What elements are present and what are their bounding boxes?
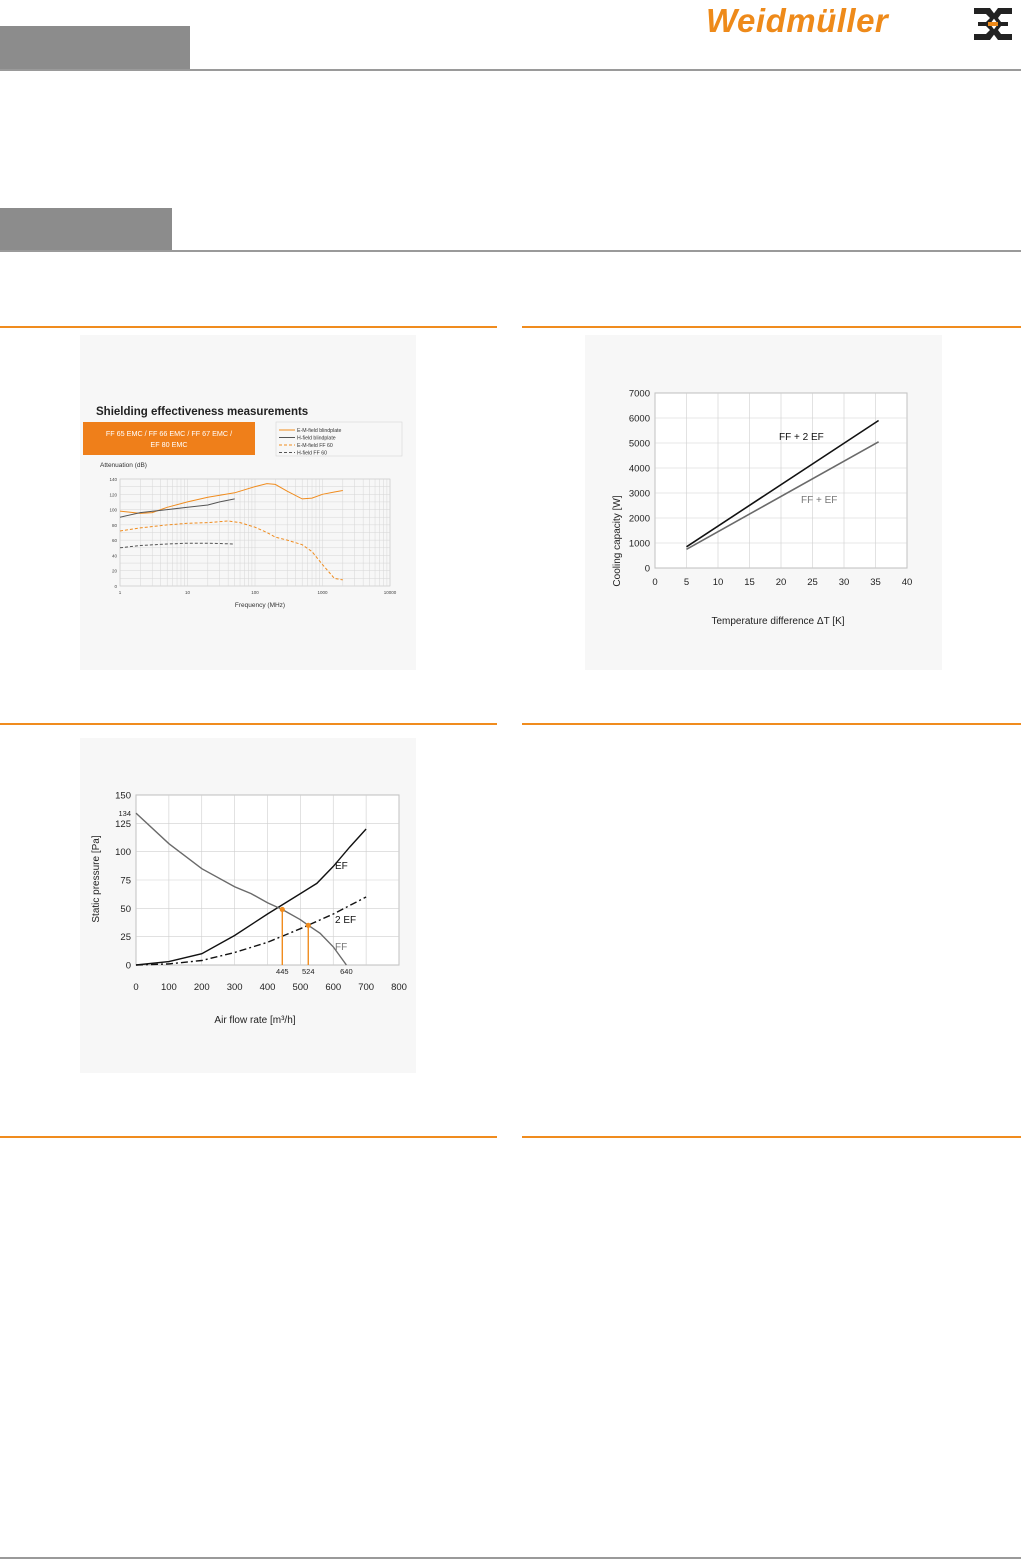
pressure-y-tick: 25 xyxy=(120,932,131,944)
cooling-series-label-ffef: FF + EF xyxy=(801,495,838,506)
weidmueller-logo-icon xyxy=(970,4,1016,44)
brand-name: Weidmüller xyxy=(706,2,889,39)
shielding-x-tick: 100 xyxy=(251,590,259,595)
shielding-series-line xyxy=(120,543,235,548)
pressure-y-label: Static pressure [Pa] xyxy=(91,835,102,923)
cooling-y-tick: 2000 xyxy=(628,513,650,525)
header-divider xyxy=(0,69,1021,71)
cooling-y-tick: 5000 xyxy=(628,438,650,450)
cooling-series-label-ff2ef: FF + 2 EF xyxy=(779,432,824,443)
cooling-x-tick: 0 xyxy=(652,577,658,588)
pressure-x-marker-label: 524 xyxy=(302,967,315,976)
shielding-series-line xyxy=(120,499,235,517)
shielding-banner-line1: FF 65 EMC / FF 66 EMC / FF 67 EMC / xyxy=(105,429,233,438)
cooling-x-tick: 5 xyxy=(683,577,690,588)
pressure-x-tick: 700 xyxy=(358,982,375,993)
shielding-y-tick: 120 xyxy=(109,492,117,498)
pressure-x-label: Air flow rate [m³/h] xyxy=(214,1015,296,1026)
header-tab xyxy=(0,26,190,70)
cooling-y-tick: 6000 xyxy=(628,413,650,425)
shielding-legend-label: E-M-field blindplate xyxy=(297,428,342,434)
section-divider xyxy=(0,250,1021,252)
cooling-x-tick: 15 xyxy=(744,577,755,588)
pressure-chart xyxy=(80,738,416,1073)
pressure-y-tick: 150 xyxy=(115,790,131,802)
pressure-x-tick: 0 xyxy=(133,982,139,993)
cooling-y-tick: 0 xyxy=(644,563,650,575)
pressure-x-tick: 400 xyxy=(259,982,276,993)
pressure-y-tick: 125 xyxy=(115,818,131,830)
shielding-banner xyxy=(83,422,255,455)
shielding-x-tick: 1000 xyxy=(317,590,328,595)
shielding-series-line xyxy=(120,484,343,514)
divider-row3-right xyxy=(522,1136,1021,1138)
pressure-x-tick: 300 xyxy=(226,982,243,993)
shielding-y-tick: 40 xyxy=(111,553,117,559)
shielding-legend-label: H-field FF 60 xyxy=(297,450,327,457)
cooling-x-tick: 40 xyxy=(901,577,913,588)
pressure-operating-point xyxy=(280,907,285,912)
pressure-x-marker-label: 445 xyxy=(276,967,289,976)
shielding-x-tick: 10 xyxy=(184,590,191,595)
pressure-series-label-ef: EF xyxy=(335,861,348,872)
shielding-y-tick: 60 xyxy=(111,538,117,544)
shielding-legend-label: E-M-field FF 60 xyxy=(297,443,333,449)
divider-row1-left xyxy=(0,326,497,328)
cooling-x-tick: 30 xyxy=(838,577,850,588)
divider-row2-left xyxy=(0,723,497,725)
shielding-y-tick: 140 xyxy=(109,477,117,482)
shielding-y-tick: 0 xyxy=(114,584,117,589)
pressure-x-tick: 800 xyxy=(391,982,407,993)
cooling-y-tick: 7000 xyxy=(628,388,650,400)
shielding-y-tick: 80 xyxy=(111,522,117,528)
pressure-series-label-ff: FF xyxy=(335,942,348,953)
shielding-banner-line2: EF 80 EMC xyxy=(150,440,188,449)
pressure-y-tick: 0 xyxy=(125,960,131,972)
divider-row3-left xyxy=(0,1136,497,1138)
pressure-x-marker-label: 640 xyxy=(340,967,353,976)
shielding-y-label: Attenuation (dB) xyxy=(100,462,147,469)
pressure-x-tick: 100 xyxy=(160,982,177,993)
cooling-x-tick: 35 xyxy=(870,577,881,588)
cooling-y-tick: 4000 xyxy=(628,463,650,475)
cooling-x-tick: 25 xyxy=(807,577,818,588)
pressure-series-label-2ef: 2 EF xyxy=(335,915,357,926)
shielding-x-label: Frequency (MHz) xyxy=(234,602,286,609)
pressure-y-tick: 75 xyxy=(120,875,131,887)
shielding-legend-label: H-field blindplate xyxy=(297,435,336,442)
section-tab xyxy=(0,208,172,250)
shielding-x-tick: 10000 xyxy=(383,590,397,595)
shielding-y-tick: 100 xyxy=(109,507,117,513)
shielding-series-line xyxy=(120,521,343,580)
pressure-x-tick: 500 xyxy=(292,982,309,993)
cooling-chart xyxy=(585,335,942,670)
pressure-y-tick-134: 134 xyxy=(118,809,131,819)
shielding-chart xyxy=(80,335,416,670)
footer-divider xyxy=(0,1557,1021,1559)
cooling-y-label: Cooling capacity [W] xyxy=(612,495,623,587)
pressure-x-tick: 200 xyxy=(193,982,210,993)
cooling-x-label: Temperature difference ΔT [K] xyxy=(711,616,845,627)
pressure-y-tick: 50 xyxy=(120,903,131,915)
pressure-x-tick: 600 xyxy=(325,982,342,993)
pressure-operating-point xyxy=(306,923,311,928)
shielding-y-tick: 20 xyxy=(111,568,117,574)
cooling-y-tick: 3000 xyxy=(628,488,650,500)
divider-row2-right xyxy=(522,723,1021,725)
divider-row1-right xyxy=(522,326,1021,328)
pressure-y-tick: 100 xyxy=(115,847,131,859)
shielding-chart-title: Shielding effectiveness measurements xyxy=(96,406,309,418)
cooling-x-tick: 20 xyxy=(775,577,787,588)
cooling-y-tick: 1000 xyxy=(628,538,650,550)
cooling-x-tick: 10 xyxy=(712,577,724,588)
shielding-x-tick: 1 xyxy=(118,590,122,595)
